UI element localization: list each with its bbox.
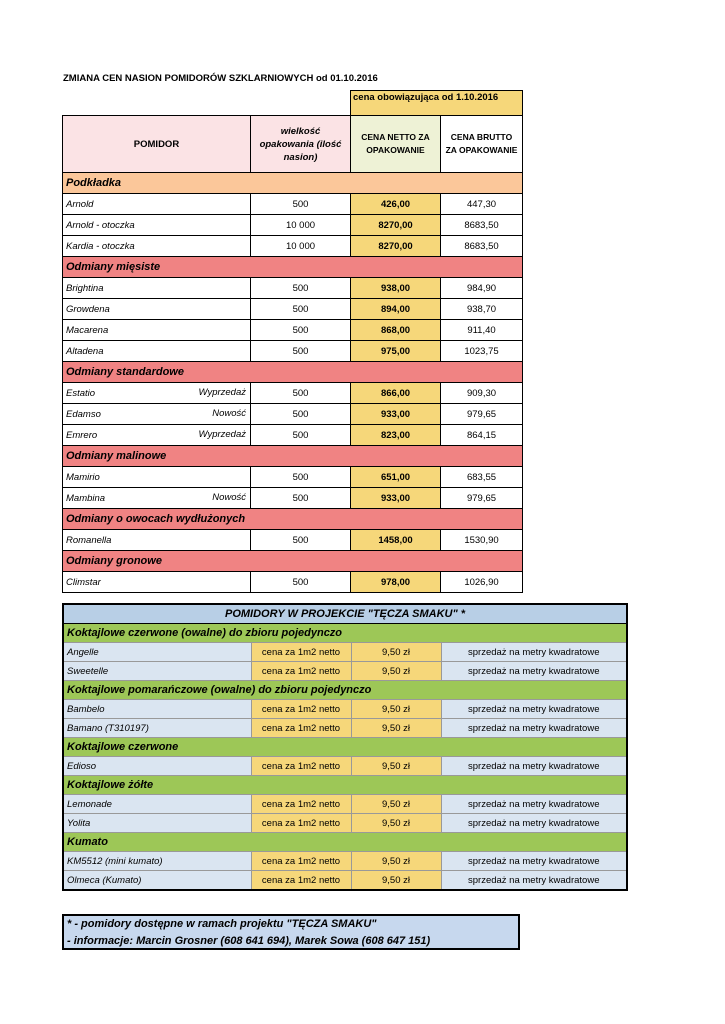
header-gross-price: CENA BRUTTO ZA OPAKOWANIE (441, 116, 523, 173)
variety-cell (63, 278, 251, 299)
variety-name: Romanella (66, 534, 112, 546)
gross-price: 1530,90 (441, 530, 523, 551)
net-price: 866,00 (351, 383, 441, 404)
package-size: 500 (251, 299, 351, 320)
price-per-m2: 9,50 zł (351, 871, 441, 891)
gross-price: 8683,50 (441, 236, 523, 257)
net-price: 1458,00 (351, 530, 441, 551)
gross-price: 683,55 (441, 467, 523, 488)
footnote (62, 914, 520, 950)
table-row (63, 341, 523, 362)
variety-name: Climstar (66, 576, 101, 588)
sale-mode: sprzedaż na metry kwadratowe (441, 814, 627, 833)
net-price: 933,00 (351, 404, 441, 425)
sale-mode: sprzedaż na metry kwadratowe (441, 643, 627, 662)
variety-note: Wyprzedaż (198, 429, 246, 440)
table-row (63, 871, 627, 891)
sale-mode: sprzedaż na metry kwadratowe (441, 852, 627, 871)
group-name: Odmiany gronowe (63, 551, 523, 572)
table-row (63, 757, 627, 776)
group-row (63, 551, 523, 572)
category-row (63, 681, 627, 700)
package-size: 500 (251, 488, 351, 509)
variety-name: Edamso (66, 408, 101, 420)
package-size: 500 (251, 404, 351, 425)
price-type: cena za 1m2 netto (251, 700, 351, 719)
sale-mode: sprzedaż na metry kwadratowe (441, 871, 627, 891)
package-size: 10 000 (251, 236, 351, 257)
variety-cell (63, 404, 251, 425)
variety-name: Growdena (66, 303, 110, 315)
gross-price: 447,30 (441, 194, 523, 215)
table-row (63, 852, 627, 871)
variety-cell (63, 341, 251, 362)
table-row (63, 299, 523, 320)
package-size: 500 (251, 467, 351, 488)
table-row (63, 488, 523, 509)
variety-cell (63, 488, 251, 509)
price-per-m2: 9,50 zł (351, 700, 441, 719)
footnote-line-1: * - pomidory dostępne w ramach projektu "TĘCZA SMAKU" (67, 918, 377, 930)
table-row (63, 236, 523, 257)
net-price: 8270,00 (351, 236, 441, 257)
variety-name: Angelle (63, 643, 251, 662)
category-row (63, 738, 627, 757)
net-price: 868,00 (351, 320, 441, 341)
footnote-line-2: - informacje: Marcin Grosner (608 641 694), Marek Sowa (608 647 151) (67, 935, 431, 947)
variety-name: Macarena (66, 324, 109, 336)
gross-price: 909,30 (441, 383, 523, 404)
group-row (63, 362, 523, 383)
variety-cell (63, 236, 251, 257)
variety-cell (63, 467, 251, 488)
table-row (63, 320, 523, 341)
group-name: Odmiany mięsiste (63, 257, 523, 278)
group-name: Odmiany o owocach wydłużonych (63, 509, 523, 530)
net-price: 933,00 (351, 488, 441, 509)
page-title: ZMIANA CEN NASION POMIDORÓW SZKLARNIOWYCH od 01.10.2016 (63, 73, 378, 84)
price-type: cena za 1m2 netto (251, 795, 351, 814)
variety-name: Emrero (66, 429, 98, 441)
sale-mode: sprzedaż na metry kwadratowe (441, 719, 627, 738)
price-per-m2: 9,50 zł (351, 719, 441, 738)
gross-price: 979,65 (441, 404, 523, 425)
variety-name: Edioso (63, 757, 251, 776)
package-size: 500 (251, 572, 351, 593)
group-row (63, 173, 523, 194)
net-price: 938,00 (351, 278, 441, 299)
sale-mode: sprzedaż na metry kwadratowe (441, 757, 627, 776)
table-row (63, 795, 627, 814)
variety-name: Brightina (66, 282, 104, 294)
category-name: Koktajlowe żółte (63, 776, 627, 795)
table-row (63, 194, 523, 215)
table-row (63, 404, 523, 425)
variety-cell (63, 320, 251, 341)
group-row (63, 446, 523, 467)
variety-name: Sweetelle (63, 662, 251, 681)
price-type: cena za 1m2 netto (251, 719, 351, 738)
variety-name: Olmeca (Kumato) (63, 871, 251, 891)
gross-price: 1023,75 (441, 341, 523, 362)
variety-name: Mambina (66, 492, 106, 504)
net-price: 823,00 (351, 425, 441, 446)
table-row (63, 383, 523, 404)
price-type: cena za 1m2 netto (251, 662, 351, 681)
package-size: 500 (251, 425, 351, 446)
net-price: 651,00 (351, 467, 441, 488)
price-table (62, 90, 523, 593)
category-name: Koktajlowe pomarańczowe (owalne) do zbioru pojedynczo (63, 681, 627, 700)
price-per-m2: 9,50 zł (351, 852, 441, 871)
net-price: 894,00 (351, 299, 441, 320)
gross-price: 864,15 (441, 425, 523, 446)
variety-name: Bambelo (63, 700, 251, 719)
table-row (63, 643, 627, 662)
gross-price: 979,65 (441, 488, 523, 509)
price-type: cena za 1m2 netto (251, 852, 351, 871)
variety-cell (63, 215, 251, 236)
variety-name: Bamano (T310197) (63, 719, 251, 738)
variety-name: Mamirio (66, 471, 100, 483)
table-row (63, 425, 523, 446)
variety-cell (63, 299, 251, 320)
group-name: Odmiany standardowe (63, 362, 523, 383)
project-table (62, 603, 628, 891)
price-type: cena za 1m2 netto (251, 757, 351, 776)
category-row (63, 833, 627, 852)
variety-cell (63, 194, 251, 215)
gross-price: 8683,50 (441, 215, 523, 236)
price-per-m2: 9,50 zł (351, 643, 441, 662)
variety-cell (63, 425, 251, 446)
variety-name: Arnold - otoczka (66, 219, 135, 231)
table-row (63, 700, 627, 719)
gross-price: 938,70 (441, 299, 523, 320)
category-name: Koktajlowe czerwone (63, 738, 627, 757)
table-row (63, 278, 523, 299)
variety-cell (63, 572, 251, 593)
package-size: 500 (251, 341, 351, 362)
price-per-m2: 9,50 zł (351, 795, 441, 814)
sale-mode: sprzedaż na metry kwadratowe (441, 662, 627, 681)
table-row (63, 530, 523, 551)
table-row (63, 215, 523, 236)
package-size: 500 (251, 278, 351, 299)
header-package-size: wielkość opakowania (ilość nasion) (251, 116, 351, 173)
net-price: 8270,00 (351, 215, 441, 236)
variety-name: Kardia - otoczka (66, 240, 135, 252)
valid-from-label: cena obowiązująca od 1.10.2016 (351, 91, 523, 116)
variety-note: Nowość (212, 492, 246, 503)
package-size: 500 (251, 383, 351, 404)
group-row (63, 257, 523, 278)
variety-name: Lemonade (63, 795, 251, 814)
gross-price: 911,40 (441, 320, 523, 341)
variety-name: Estatio (66, 387, 96, 399)
sale-mode: sprzedaż na metry kwadratowe (441, 700, 627, 719)
project-table-title: POMIDORY W PROJEKCIE "TĘCZA SMAKU" * (63, 604, 627, 624)
net-price: 978,00 (351, 572, 441, 593)
category-row (63, 624, 627, 643)
gross-price: 1026,90 (441, 572, 523, 593)
category-name: Kumato (63, 833, 627, 852)
variety-name: KM5512 (mini kumato) (63, 852, 251, 871)
table-row (63, 572, 523, 593)
price-type: cena za 1m2 netto (251, 871, 351, 891)
variety-note: Wyprzedaż (198, 387, 246, 398)
price-per-m2: 9,50 zł (351, 814, 441, 833)
variety-cell (63, 530, 251, 551)
price-type: cena za 1m2 netto (251, 814, 351, 833)
sale-mode: sprzedaż na metry kwadratowe (441, 795, 627, 814)
variety-name: Yolita (63, 814, 251, 833)
price-per-m2: 9,50 zł (351, 662, 441, 681)
package-size: 500 (251, 530, 351, 551)
table-row (63, 719, 627, 738)
table-row (63, 467, 523, 488)
package-size: 500 (251, 320, 351, 341)
variety-note: Nowość (212, 408, 246, 419)
package-size: 10 000 (251, 215, 351, 236)
group-row (63, 509, 523, 530)
group-name: Odmiany malinowe (63, 446, 523, 467)
gross-price: 984,90 (441, 278, 523, 299)
table-row (63, 662, 627, 681)
price-per-m2: 9,50 zł (351, 757, 441, 776)
header-tomato: POMIDOR (63, 116, 251, 173)
net-price: 975,00 (351, 341, 441, 362)
net-price: 426,00 (351, 194, 441, 215)
price-type: cena za 1m2 netto (251, 643, 351, 662)
group-name: Podkładka (63, 173, 523, 194)
variety-name: Arnold (66, 198, 94, 210)
category-name: Koktajlowe czerwone (owalne) do zbioru pojedynczo (63, 624, 627, 643)
category-row (63, 776, 627, 795)
variety-name: Altadena (66, 345, 104, 357)
table-row (63, 814, 627, 833)
header-net-price: CENA NETTO ZA OPAKOWANIE (351, 116, 441, 173)
package-size: 500 (251, 194, 351, 215)
variety-cell (63, 383, 251, 404)
